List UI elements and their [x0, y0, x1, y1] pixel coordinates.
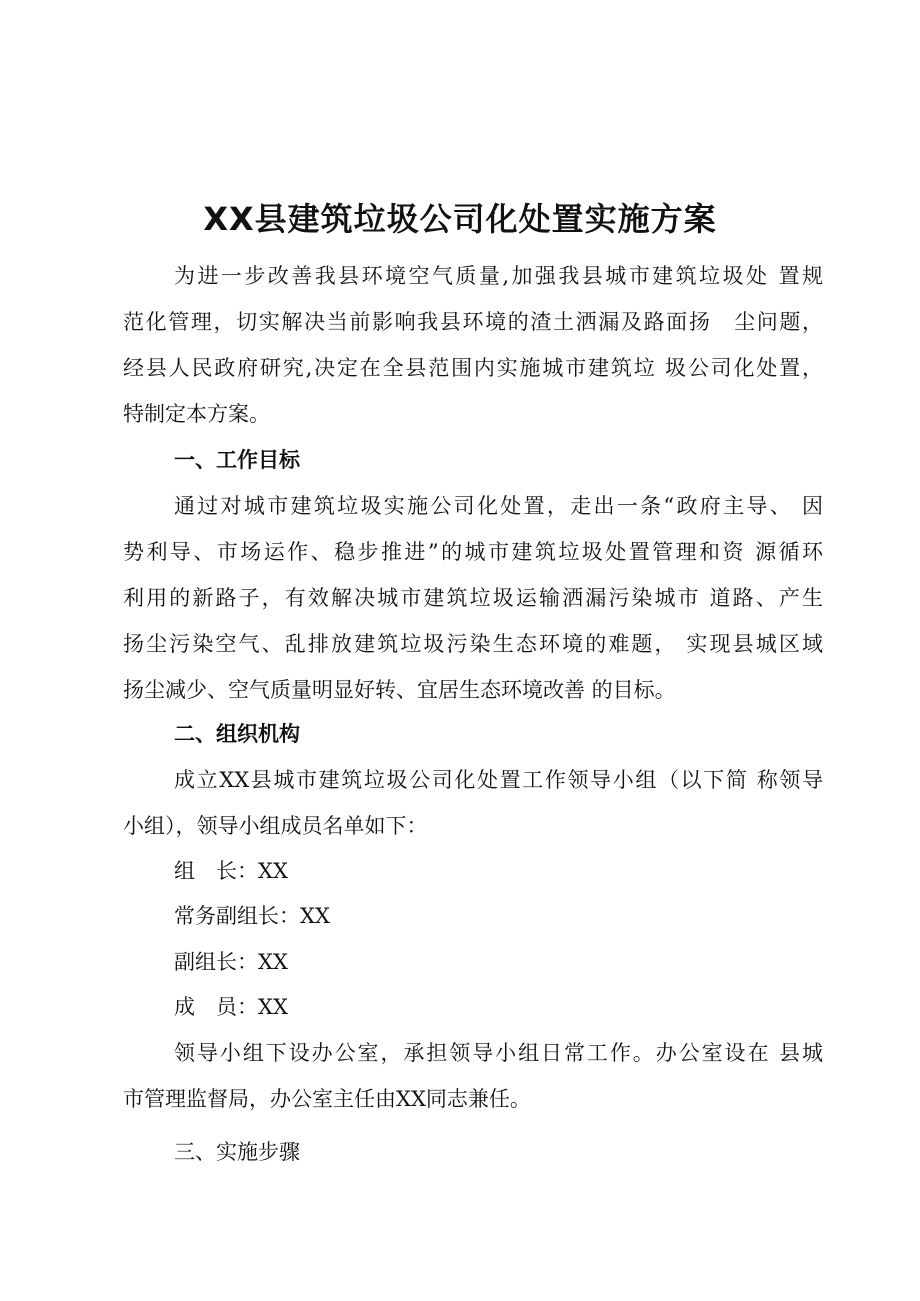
intro-line-1: 为进一步改善我县环境空气质量,加强我县城市建筑垃圾处 置规	[174, 264, 823, 288]
document-title: XX县建筑垃圾公司化处置实施方案	[203, 200, 717, 239]
section-2-heading: 二、组织机构	[174, 722, 300, 746]
section-1-line-1: 通过对城市建筑垃圾实施公司化处置，走出一条“政府主导、 因	[174, 494, 823, 518]
intro-line-4: 特制定本方案。	[123, 402, 270, 426]
member-leader: 组 长：XX	[174, 859, 288, 883]
section-2-line-2: 小组），领导小组成员名单如下：	[123, 814, 428, 838]
section-1-line-3: 利用的新路子，有效解决城市建筑垃圾运输洒漏污染城市 道路、产生	[123, 586, 823, 610]
section-1-line-4: 扬尘污染空气、乱排放建筑垃圾污染生态环境的难题， 实现县城区域	[123, 632, 823, 656]
intro-line-2: 范化管理，切实解决当前影响我县环境的渣土洒漏及路面扬 尘问题，	[123, 310, 823, 334]
member-deputy: 副组长：XX	[174, 950, 288, 974]
office-line-1: 领导小组下设办公室，承担领导小组日常工作。办公室设在 县城	[174, 1041, 823, 1065]
office-line-2: 市管理监督局，办公室主任由XX同志兼任。	[123, 1087, 531, 1111]
intro-line-3: 经县人民政府研究,决定在全县范围内实施城市建筑垃 圾公司化处置，	[123, 356, 823, 380]
section-1-line-5: 扬尘减少、空气质量明显好转、宜居生态环境改善 的目标。	[123, 678, 676, 702]
section-1-line-2: 势利导、市场运作、稳步推进”的城市建筑垃圾处置管理和资 源循环	[123, 540, 823, 564]
section-3-heading: 三、实施步骤	[174, 1140, 300, 1164]
member-members: 成 员：XX	[174, 995, 288, 1019]
section-1-heading: 一、工作目标	[174, 448, 300, 472]
member-executive-deputy: 常务副组长：XX	[174, 904, 330, 928]
section-2-line-1: 成立XX县城市建筑垃圾公司化处置工作领导小组（以下简 称领导	[174, 768, 823, 792]
